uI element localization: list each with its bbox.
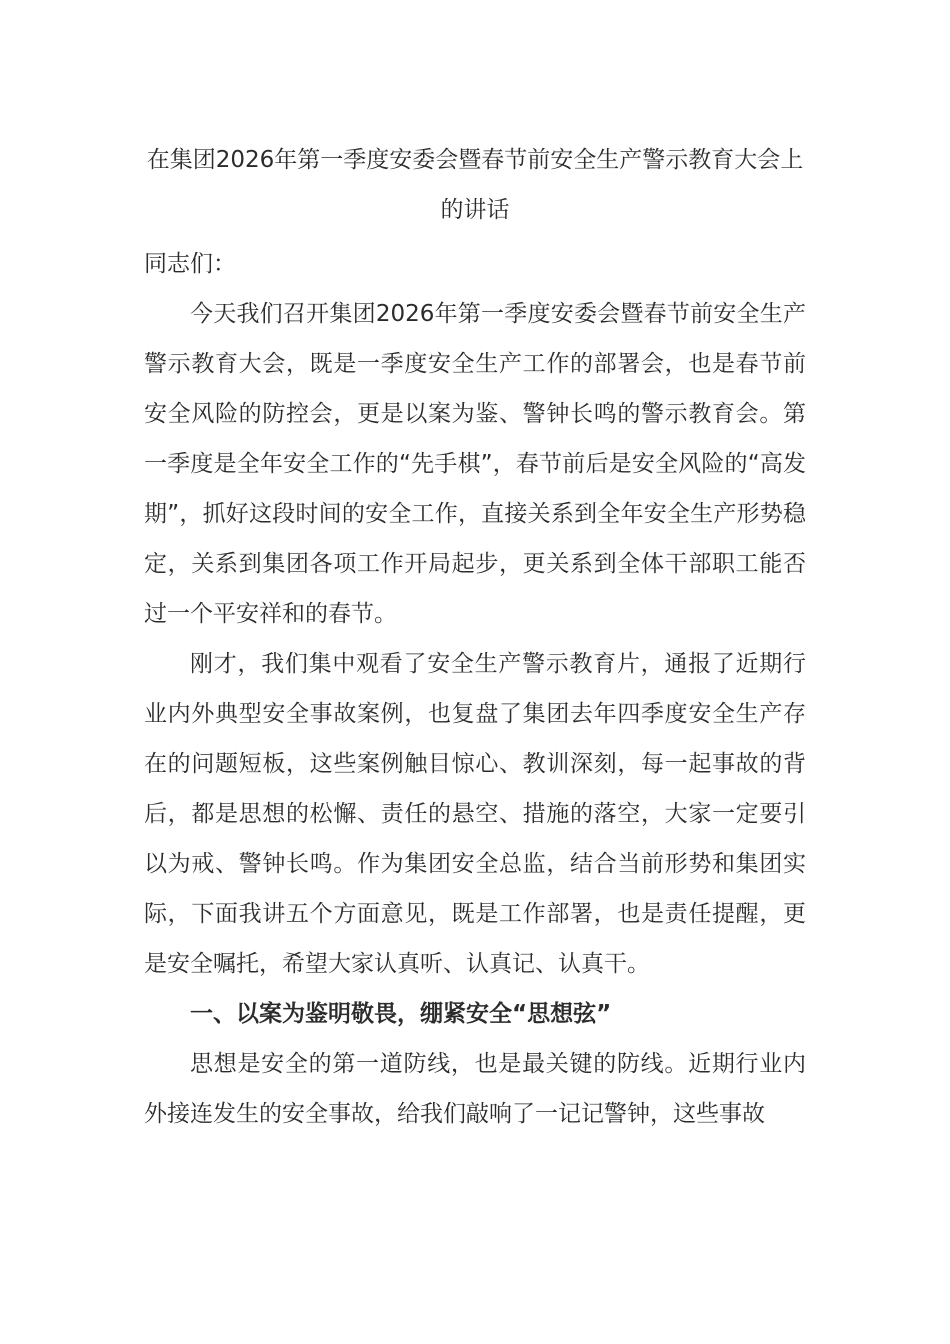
paragraph-opening: 今天我们召开集团2026年第一季度安委会暨春节前安全生产警示教育大会，既是一季度安全生产工作的部署会，也是春节前安全风险的防控会，更是以案为鉴、警钟长鸣的警示教育会。第一季度是全年安全工作的“先手棋”，春节前后是安全风险的“高发期”，抓好这段时间的安全工作，直接关系到全年安全生产形势稳定，关系到集团各项工作开局起步，更关系到全体干部职工能否过一个平安祥和的春节。 [144, 301, 806, 627]
salutation: 同志们： [144, 251, 236, 277]
document-body [144, 135, 806, 1139]
paragraph-warning-review: 刚才，我们集中观看了安全生产警示教育片，通报了近期行业内外典型安全事故案例，也复盘了集团去年四季度安全生产存在的问题短板，这些案例触目惊心、教训深刻，每一起事故的背后，都是思想的松懈、责任的悬空、措施的落空，大家一定要引以为戒、警钟长鸣。作为集团安全总监，结合当前形势和集团实际，下面我讲五个方面意见，既是工作部署，也是责任提醒，更是安全嘱托，希望大家认真听、认真记、认真干。 [144, 651, 806, 977]
document-title: 在集团2026年第一季度安委会暨春节前安全生产警示教育大会上的讲话 [146, 147, 804, 223]
paragraph-section-1: 思想是安全的第一道防线，也是最关键的防线。近期行业内外接连发生的安全事故，给我们敲响了一记记警钟，这些事故 [144, 1051, 806, 1127]
section-heading-1: 一、以案为鉴明敬畏，绷紧安全“思想弦” [190, 1001, 612, 1027]
